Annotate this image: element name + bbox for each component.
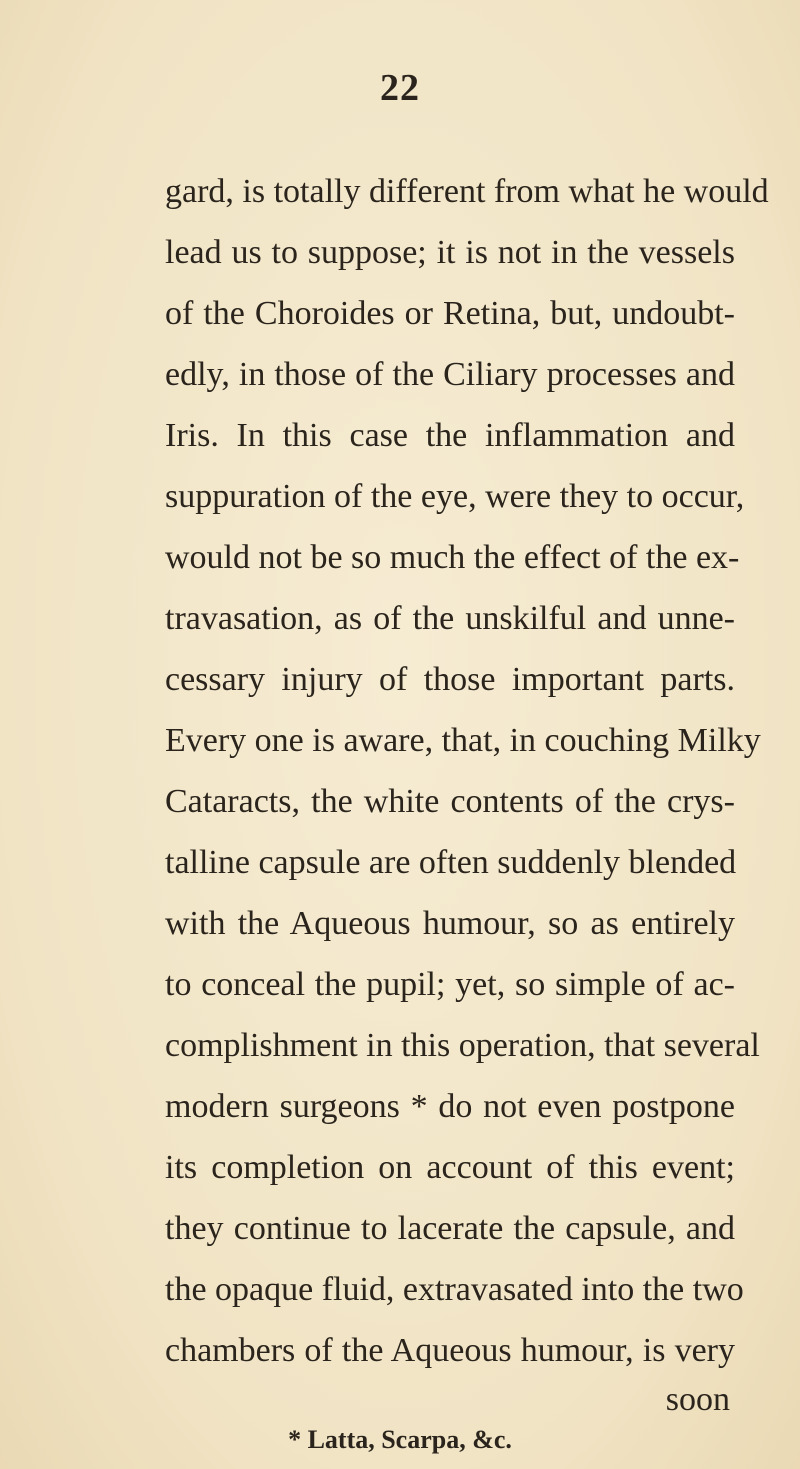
text-line: lead us to suppose; it is not in the vessels bbox=[165, 234, 735, 271]
page-number: 22 bbox=[380, 67, 420, 109]
text-line: cessary injury of those important parts. bbox=[165, 661, 735, 698]
text-line: the opaque fluid, extravasated into the two bbox=[165, 1271, 744, 1308]
text-line: gard, is totally different from what he would bbox=[165, 173, 769, 210]
text-line: Cataracts, the white contents of the crys- bbox=[165, 783, 735, 820]
text-line: they continue to lacerate the capsule, and bbox=[165, 1210, 735, 1247]
text-line: edly, in those of the Ciliary processes and bbox=[165, 356, 735, 393]
catchword: soon bbox=[665, 1381, 730, 1418]
text-line: with the Aqueous humour, so as entirely bbox=[165, 905, 735, 942]
text-line: its completion on account of this event; bbox=[165, 1149, 735, 1186]
text-line: modern surgeons * do not even postpone bbox=[165, 1088, 735, 1125]
footnote: * Latta, Scarpa, &c. bbox=[288, 1425, 512, 1454]
text-line: Every one is aware, that, in couching Milky bbox=[165, 722, 761, 759]
text-line: would not be so much the effect of the ex- bbox=[165, 539, 740, 576]
text-line: talline capsule are often suddenly blended bbox=[165, 844, 737, 881]
text-line: Iris. In this case the inflammation and bbox=[165, 417, 735, 454]
text-line: complishment in this operation, that several bbox=[165, 1027, 760, 1064]
text-line: of the Choroides or Retina, but, undoubt- bbox=[165, 295, 735, 332]
text-line: travasation, as of the unskilful and unne- bbox=[165, 600, 735, 637]
text-line: suppuration of the eye, were they to occur, bbox=[165, 478, 745, 515]
text-line: chambers of the Aqueous humour, is very bbox=[165, 1332, 735, 1369]
text-line: to conceal the pupil; yet, so simple of ac- bbox=[165, 966, 735, 1003]
